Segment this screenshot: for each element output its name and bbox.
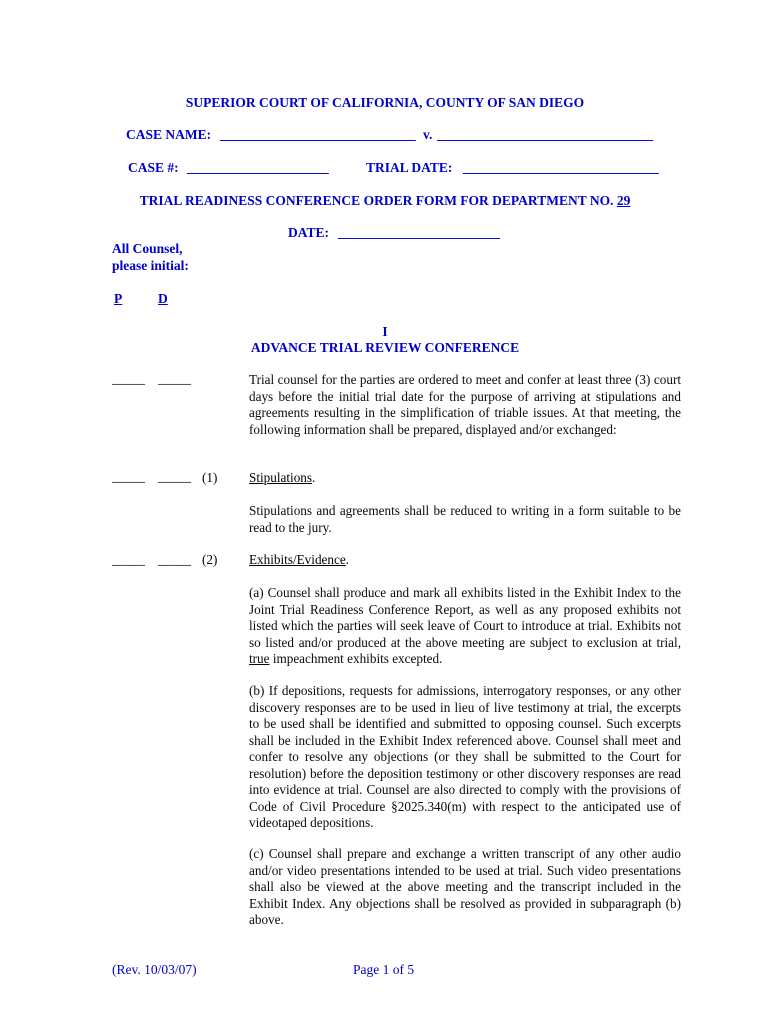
- case-number-label: CASE #:: [128, 160, 179, 175]
- initials-instruction-line2: please initial:: [112, 258, 189, 273]
- item1-period: .: [312, 470, 316, 485]
- section-number: I: [382, 324, 388, 339]
- item2-heading: [249, 552, 349, 568]
- item2-period: .: [345, 552, 349, 567]
- item2c-paragraph: (c) Counsel shall prepare and exchange a written transcript of any other audio and/or video presentations intended to be used at trial. Such video presentations shall also be viewed at the above meeting and the transcript included in the Exhibit Index. Any objections shall be resolved as provided in subparagraph (b) above.: [249, 846, 681, 927]
- section-title: ADVANCE TRIAL REVIEW CONFERENCE: [250, 340, 520, 355]
- item1-paragraph: Stipulations and agreements shall be reduced to writing in a form suitable to be read to the jury.: [249, 503, 681, 535]
- item2b-paragraph: (b) If depositions, requests for admissions, interrogatory responses, or any other discovery responses are to be used in lieu of live testimony at trial, the excerpts to be used shall be identified and submitted to opposing counsel. Such excerpts shall be included in the Exhibit Index referenced above. Counsel shall meet and confer to resolve any objections (or they shall be submitted to the Court for resolution) before the deposition testimony or other discovery responses are read into evidence at trial. Counsel are also directed to comply with the provisions of Code of Civil Procedure §2025.340(m) with respect to the anticipated use of videotaped depositions.: [249, 683, 681, 830]
- page-number: Page 1 of 5: [353, 962, 415, 977]
- versus-label: v.: [423, 127, 433, 142]
- item2-title: Exhibits/Evidence: [249, 552, 346, 567]
- initial-blank-defendant-item1[interactable]: _____: [158, 469, 191, 484]
- case-name-label: CASE NAME:: [126, 127, 212, 142]
- item1-title: Stipulations: [249, 470, 313, 485]
- initial-blank-defendant-intro[interactable]: _____: [158, 371, 191, 386]
- court-heading: SUPERIOR COURT OF CALIFORNIA, COUNTY OF SAN DIEGO: [185, 95, 585, 110]
- case-name-blank-defendant: ________________________________: [437, 127, 653, 142]
- case-number-blank: _____________________: [187, 160, 329, 175]
- defendant-column-header: D: [158, 291, 168, 306]
- form-title: [0, 193, 770, 209]
- item2a-paragraph: [249, 585, 681, 668]
- initial-blank-plaintiff-item2[interactable]: _____: [112, 552, 145, 567]
- initials-instruction-line1: All Counsel,: [112, 241, 183, 256]
- date-label: DATE:: [288, 225, 330, 240]
- item2-number: (2): [202, 552, 218, 567]
- department-number: 29: [616, 193, 631, 208]
- item1-heading: [249, 470, 315, 486]
- item2a-text-post: impeachment exhibits excepted.: [269, 651, 443, 666]
- item2a-text-pre: (a) Counsel shall produce and mark all exhibits listed in the Exhibit Index to the Joint Trial Readiness Conference Report, as well as any proposed exhibits not listed which the parties will seek leave of Court to introduce at trial. Exhibits not so listed and/or produced at the above meeting are subject to exclusion at trial,: [249, 585, 681, 650]
- revision-date: (Rev. 10/03/07): [112, 962, 197, 977]
- intro-paragraph: Trial counsel for the parties are ordered to meet and confer at least three (3) court days before the initial trial date for the purpose of arriving at stipulations and agreements resulting in the simplification of triable issues. At that meeting, the following information shall be prepared, displayed and/or exchanged:: [249, 372, 681, 437]
- trial-date-blank: _____________________________: [463, 160, 659, 175]
- initial-blank-defendant-item2[interactable]: _____: [158, 552, 191, 567]
- form-title-text: TRIAL READINESS CONFERENCE ORDER FORM FOR DEPARTMENT NO.: [139, 193, 614, 208]
- initial-blank-plaintiff-item1[interactable]: _____: [112, 469, 145, 484]
- trial-date-label: TRIAL DATE:: [366, 160, 453, 175]
- item1-number: (1): [202, 470, 218, 485]
- item2a-true: true: [249, 651, 270, 666]
- initial-blank-plaintiff-intro[interactable]: _____: [112, 371, 145, 386]
- case-name-blank-plaintiff: _____________________________: [220, 127, 416, 142]
- plaintiff-column-header: P: [114, 291, 123, 306]
- date-blank: ________________________: [338, 225, 500, 240]
